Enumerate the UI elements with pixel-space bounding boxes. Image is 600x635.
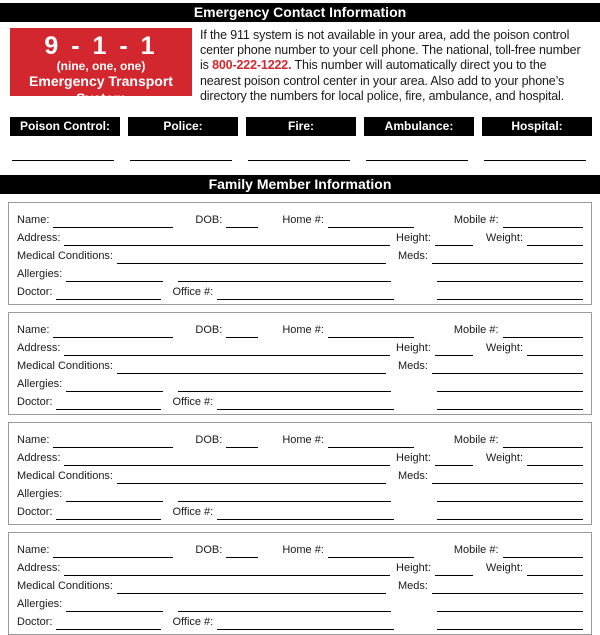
poison-control-blank-line[interactable] bbox=[12, 160, 114, 161]
911-number: 9 - 1 - 1 bbox=[44, 32, 158, 60]
medical-conditions-blank-line[interactable] bbox=[117, 361, 386, 374]
medical-conditions-label: Medical Conditions: bbox=[17, 250, 113, 263]
member-row-1 bbox=[17, 320, 583, 338]
home-phone-label: Home #: bbox=[282, 544, 324, 557]
office-phone-label: Office #: bbox=[172, 616, 214, 629]
mobile-phone-blank-line[interactable] bbox=[503, 215, 583, 228]
dob-blank-line[interactable] bbox=[226, 435, 258, 448]
office-phone-label: Office #: bbox=[172, 396, 214, 409]
emergency-contacts-row bbox=[10, 117, 590, 136]
address-label: Address: bbox=[17, 232, 61, 245]
meds-label: Meds: bbox=[397, 250, 428, 263]
intro-section bbox=[10, 28, 590, 104]
name-blank-line[interactable] bbox=[53, 215, 173, 228]
office-phone-blank-line[interactable] bbox=[217, 617, 394, 630]
allergies-blank-line[interactable] bbox=[66, 599, 163, 612]
meds-continuation-blank-line[interactable] bbox=[437, 269, 583, 282]
dob-label: DOB: bbox=[195, 544, 223, 557]
name-blank-line[interactable] bbox=[53, 435, 173, 448]
poison-control-phone-number: 800-222-1222. bbox=[212, 58, 292, 73]
allergies-blank-line[interactable] bbox=[66, 269, 163, 282]
mobile-phone-label: Mobile #: bbox=[453, 544, 499, 557]
911-box bbox=[10, 28, 192, 106]
address-label: Address: bbox=[17, 342, 61, 355]
office-phone-blank-line[interactable] bbox=[217, 397, 394, 410]
medical-conditions-label: Medical Conditions: bbox=[17, 360, 113, 373]
dob-blank-line[interactable] bbox=[226, 325, 258, 338]
contact-label-poison-control: Poison Control: bbox=[10, 117, 120, 136]
family-member-block bbox=[8, 532, 592, 635]
name-blank-line[interactable] bbox=[53, 325, 173, 338]
ambulance-blank-line[interactable] bbox=[366, 160, 468, 161]
height-label: Height: bbox=[396, 452, 431, 465]
family-section-title: Family Member Information bbox=[0, 175, 600, 194]
medical-conditions-blank-line[interactable] bbox=[117, 471, 386, 484]
home-phone-blank-line[interactable] bbox=[328, 545, 414, 558]
meds-label: Meds: bbox=[397, 580, 428, 593]
address-label: Address: bbox=[17, 562, 61, 575]
family-members-list bbox=[0, 202, 600, 635]
family-member-block bbox=[8, 202, 592, 305]
member-row-1 bbox=[17, 210, 583, 228]
meds-blank-line[interactable] bbox=[432, 581, 583, 594]
medical-conditions-label: Medical Conditions: bbox=[17, 580, 113, 593]
meds-continuation-blank-line[interactable] bbox=[437, 379, 583, 392]
weight-blank-line[interactable] bbox=[527, 343, 583, 356]
weight-label: Weight: bbox=[485, 562, 523, 575]
home-phone-label: Home #: bbox=[282, 324, 324, 337]
member-row-3 bbox=[17, 576, 583, 594]
meds-blank-line[interactable] bbox=[432, 471, 583, 484]
member-row-4 bbox=[17, 374, 583, 392]
height-label: Height: bbox=[396, 562, 431, 575]
dob-blank-line[interactable] bbox=[226, 215, 258, 228]
home-phone-blank-line[interactable] bbox=[328, 435, 414, 448]
911-pronunciation: (nine, one, one) bbox=[56, 59, 146, 73]
home-phone-blank-line[interactable] bbox=[328, 325, 414, 338]
member-row-2 bbox=[17, 228, 583, 246]
mobile-phone-label: Mobile #: bbox=[453, 434, 499, 447]
address-blank-line[interactable] bbox=[64, 453, 390, 466]
weight-blank-line[interactable] bbox=[527, 233, 583, 246]
office-phone-blank-line[interactable] bbox=[217, 507, 394, 520]
member-row-5 bbox=[17, 282, 583, 300]
allergies-continuation-blank-line[interactable] bbox=[178, 269, 391, 282]
meds-blank-line[interactable] bbox=[432, 361, 583, 374]
meds-continuation-blank-line[interactable] bbox=[437, 599, 583, 612]
mobile-phone-label: Mobile #: bbox=[453, 214, 499, 227]
medical-conditions-blank-line[interactable] bbox=[117, 581, 386, 594]
family-member-block bbox=[8, 312, 592, 415]
allergies-continuation-blank-line[interactable] bbox=[178, 379, 391, 392]
member-row-5 bbox=[17, 502, 583, 520]
office-phone-label: Office #: bbox=[172, 506, 214, 519]
home-phone-blank-line[interactable] bbox=[328, 215, 414, 228]
doctor-label: Doctor: bbox=[17, 506, 53, 519]
page-title: Emergency Contact Information bbox=[0, 3, 600, 22]
medical-conditions-label: Medical Conditions: bbox=[17, 470, 113, 483]
fire-blank-line[interactable] bbox=[248, 160, 350, 161]
meds-continuation-blank-line[interactable] bbox=[437, 489, 583, 502]
meds-continuation-blank-line-2[interactable] bbox=[437, 617, 583, 630]
home-phone-label: Home #: bbox=[282, 434, 324, 447]
member-row-4 bbox=[17, 484, 583, 502]
allergies-label: Allergies: bbox=[17, 268, 63, 281]
medical-conditions-blank-line[interactable] bbox=[117, 251, 386, 264]
hospital-blank-line[interactable] bbox=[484, 160, 586, 161]
doctor-blank-line[interactable] bbox=[56, 507, 161, 520]
weight-blank-line[interactable] bbox=[527, 453, 583, 466]
member-row-4 bbox=[17, 594, 583, 612]
mobile-phone-label: Mobile #: bbox=[453, 324, 499, 337]
name-blank-line[interactable] bbox=[53, 545, 173, 558]
height-blank-line[interactable] bbox=[435, 563, 473, 576]
name-label: Name: bbox=[17, 434, 50, 447]
member-row-2 bbox=[17, 338, 583, 356]
allergies-continuation-blank-line[interactable] bbox=[178, 599, 391, 612]
member-row-5 bbox=[17, 612, 583, 630]
weight-label: Weight: bbox=[485, 342, 523, 355]
member-row-3 bbox=[17, 466, 583, 484]
meds-continuation-blank-line-2[interactable] bbox=[437, 287, 583, 300]
height-blank-line[interactable] bbox=[435, 343, 473, 356]
home-phone-label: Home #: bbox=[282, 214, 324, 227]
address-blank-line[interactable] bbox=[64, 563, 390, 576]
member-row-1 bbox=[17, 540, 583, 558]
mobile-phone-blank-line[interactable] bbox=[503, 325, 583, 338]
meds-blank-line[interactable] bbox=[432, 251, 583, 264]
dob-blank-line[interactable] bbox=[226, 545, 258, 558]
dob-label: DOB: bbox=[195, 324, 223, 337]
height-label: Height: bbox=[396, 342, 431, 355]
intro-text-before: If the 911 system is not available in your area, add the poison control center phone number to your cell phone. The national, toll-free number is bbox=[200, 28, 581, 73]
meds-label: Meds: bbox=[397, 470, 428, 483]
member-row-3 bbox=[17, 356, 583, 374]
contact-label-hospital: Hospital: bbox=[482, 117, 592, 136]
member-row-5 bbox=[17, 392, 583, 410]
intro-paragraph bbox=[200, 28, 590, 104]
allergies-continuation-blank-line[interactable] bbox=[178, 489, 391, 502]
address-blank-line[interactable] bbox=[64, 343, 390, 356]
family-member-block bbox=[8, 422, 592, 525]
name-label: Name: bbox=[17, 324, 50, 337]
doctor-blank-line[interactable] bbox=[56, 397, 161, 410]
office-phone-label: Office #: bbox=[172, 286, 214, 299]
meds-continuation-blank-line-2[interactable] bbox=[437, 397, 583, 410]
meds-label: Meds: bbox=[397, 360, 428, 373]
allergies-label: Allergies: bbox=[17, 378, 63, 391]
height-blank-line[interactable] bbox=[435, 453, 473, 466]
member-row-2 bbox=[17, 448, 583, 466]
doctor-blank-line[interactable] bbox=[56, 287, 161, 300]
mobile-phone-blank-line[interactable] bbox=[503, 435, 583, 448]
dob-label: DOB: bbox=[195, 214, 223, 227]
member-row-1 bbox=[17, 430, 583, 448]
address-blank-line[interactable] bbox=[64, 233, 390, 246]
weight-label: Weight: bbox=[485, 452, 523, 465]
weight-label: Weight: bbox=[485, 232, 523, 245]
allergies-blank-line[interactable] bbox=[66, 379, 163, 392]
mobile-phone-blank-line[interactable] bbox=[503, 545, 583, 558]
doctor-label: Doctor: bbox=[17, 396, 53, 409]
member-row-4 bbox=[17, 264, 583, 282]
name-label: Name: bbox=[17, 214, 50, 227]
address-label: Address: bbox=[17, 452, 61, 465]
doctor-blank-line[interactable] bbox=[56, 617, 161, 630]
doctor-label: Doctor: bbox=[17, 286, 53, 299]
contact-label-ambulance: Ambulance: bbox=[364, 117, 474, 136]
911-system-label: Emergency Transport System bbox=[29, 73, 173, 106]
contact-label-police: Police: bbox=[128, 117, 238, 136]
office-phone-blank-line[interactable] bbox=[217, 287, 394, 300]
contact-label-fire: Fire: bbox=[246, 117, 356, 136]
police-blank-line[interactable] bbox=[130, 160, 232, 161]
height-blank-line[interactable] bbox=[435, 233, 473, 246]
allergies-blank-line[interactable] bbox=[66, 489, 163, 502]
intro-text-after: This number will automatically direct you to the nearest poison control center in your area. Also add to your phone’s directory the numbers for local police, fire, ambulance, and hospital. bbox=[200, 58, 565, 103]
doctor-label: Doctor: bbox=[17, 616, 53, 629]
allergies-label: Allergies: bbox=[17, 598, 63, 611]
member-row-3 bbox=[17, 246, 583, 264]
name-label: Name: bbox=[17, 544, 50, 557]
dob-label: DOB: bbox=[195, 434, 223, 447]
allergies-label: Allergies: bbox=[17, 488, 63, 501]
meds-continuation-blank-line-2[interactable] bbox=[437, 507, 583, 520]
emergency-contacts-blanks-row bbox=[10, 160, 590, 161]
height-label: Height: bbox=[396, 232, 431, 245]
member-row-2 bbox=[17, 558, 583, 576]
weight-blank-line[interactable] bbox=[527, 563, 583, 576]
